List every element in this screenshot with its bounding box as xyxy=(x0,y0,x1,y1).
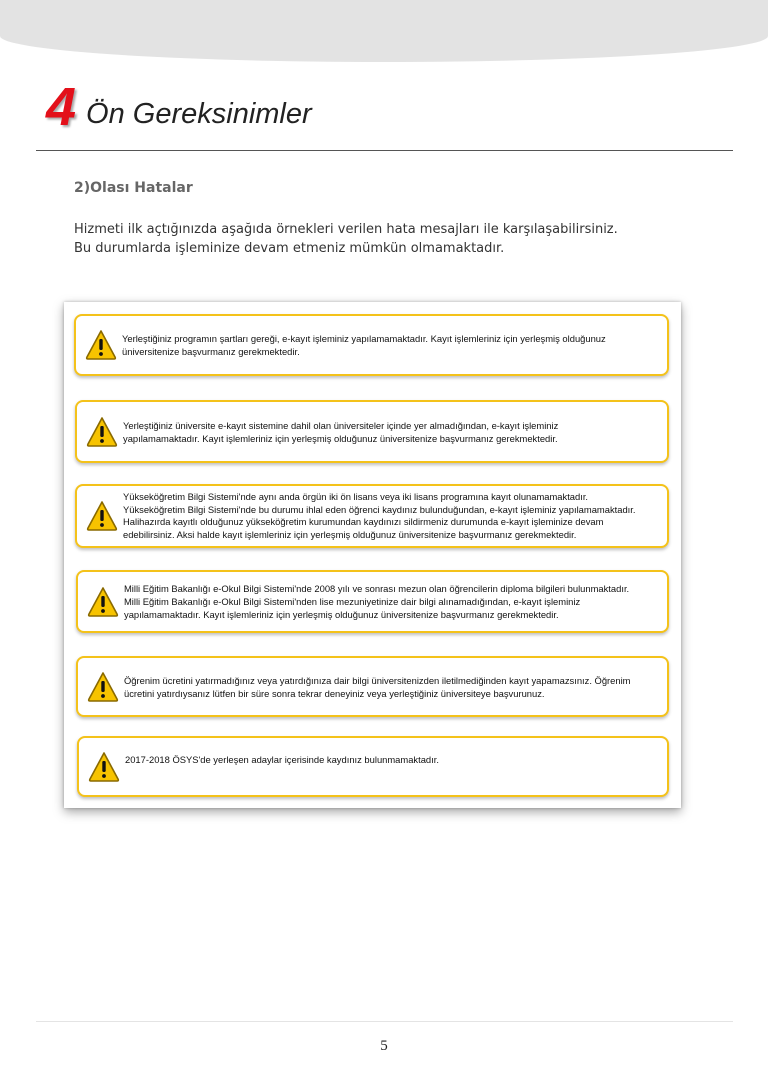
error-message-line: 2017-2018 ÖSYS'de yerleşen adaylar içerisinde kaydınız bulunmamaktadır. xyxy=(125,754,439,765)
chapter-title: Ön Gereksinimler xyxy=(86,98,312,130)
header-band xyxy=(0,0,768,62)
error-message-text xyxy=(125,753,439,766)
error-message-line: Yerleştiğiniz üniversite e-kayıt sistemine dahil olan üniversiteler içinde yer almadığından, e-kayıt işleminiz xyxy=(123,419,559,431)
error-message-line: Milli Eğitim Bakanlığı e-Okul Bilgi Sistemi'nde 2008 yılı ve sonrası mezun olan öğrencilerin diploma bilgileri bulunmaktadır. xyxy=(124,583,630,594)
error-message-line: yapılamamaktadır. Kayıt işlemleriniz için yerleşmiş olduğunuz üniversitenize başvurmanız gerekmektedir. xyxy=(123,432,558,444)
warning-icon xyxy=(87,586,119,618)
error-message-text xyxy=(123,419,558,445)
page-number: 5 xyxy=(380,1038,388,1054)
footer-divider xyxy=(36,1021,733,1022)
intro-paragraph xyxy=(74,220,694,258)
chapter-number: 4 xyxy=(46,77,77,137)
error-message xyxy=(74,314,669,376)
error-messages-screenshot xyxy=(64,302,681,808)
error-message-line: Yükseköğretim Bilgi Sistemi'nde aynı anda örgün iki ön lisans veya iki lisans programına kayıt olunamamaktadır. xyxy=(123,491,589,502)
error-message xyxy=(75,484,669,548)
error-message-text xyxy=(122,332,606,358)
warning-icon xyxy=(86,500,118,532)
warning-icon xyxy=(88,751,120,783)
chapter-heading xyxy=(46,77,312,137)
error-message-line: üniversitenize başvurmanız gerekmektedir. xyxy=(122,346,300,357)
error-message-line: Öğrenim ücretini yatırmadığınız veya yatırdığınıza dair bilgi üniversitenizden iletilmediğinden kayıt yapamazsınız. Öğrenim xyxy=(124,674,631,686)
warning-icon xyxy=(86,416,118,448)
title-divider xyxy=(36,150,733,151)
intro-line: Hizmeti ilk açtığınızda aşağıda örnekleri verilen hata mesajları ile karşılaşabilirsiniz. xyxy=(74,222,618,237)
error-message-line: ücretini yatırdıysanız lütfen bir süre sonra tekrar deneyiniz veya yerleştiğiniz üniversiteye başvurunuz. xyxy=(124,687,545,699)
error-message xyxy=(76,570,669,633)
error-message-text xyxy=(123,491,635,541)
error-message xyxy=(77,736,669,797)
error-message-line: Milli Eğitim Bakanlığı e-Okul Bilgi Sistemi'nden lise mezuniyetinize dair bilgi alınamadığından, e-kayıt işleminiz xyxy=(124,596,581,607)
error-message-line: Yerleştiğiniz programın şartları gereği, e-kayıt işleminiz yapılamamaktadır. Kayıt işlemleriniz için yerleşmiş olduğunuz xyxy=(122,333,606,344)
section-heading: 2)Olası Hatalar xyxy=(74,180,193,196)
error-message xyxy=(76,656,669,717)
error-message-line: yapılamamaktadır. Kayıt işlemleriniz için yerleşmiş olduğunuz üniversitenize başvurmanız gerekmektedir. xyxy=(124,609,559,620)
error-message-line: edebilirsiniz. Aksi halde kayıt işlemleriniz için yerleşmiş olduğunuz üniversitenize başvurmanız gerekmektedir. xyxy=(123,528,577,540)
intro-line: Bu durumlarda işleminize devam etmeniz mümkün olmamaktadır. xyxy=(74,241,505,256)
warning-icon xyxy=(85,329,117,361)
warning-icon xyxy=(87,671,119,703)
error-message-line: Yükseköğretim Bilgi Sistemi'nde bu durumu ihlal eden öğrenci kaydınız bulunduğundan, e-kayıt işleminiz yapılamamaktadır. xyxy=(123,503,636,515)
error-message-line: Halihazırda kayıtlı olduğunuz yükseköğretim kurumundan kaydınızı sildirmeniz durumunda e-kayıt işleminize devam xyxy=(123,516,604,527)
error-message-text xyxy=(124,582,629,621)
error-message-text xyxy=(124,674,630,700)
error-message xyxy=(75,400,669,463)
